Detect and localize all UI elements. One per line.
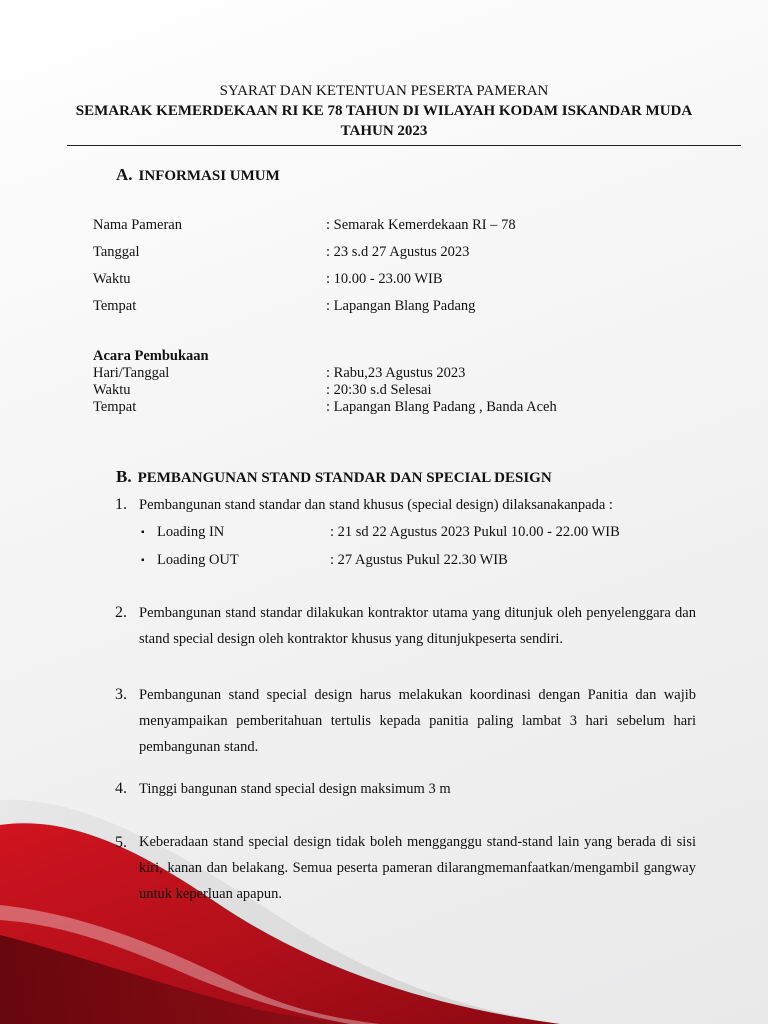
item-5-number: 5. — [115, 834, 127, 851]
info-label-waktu: Waktu — [93, 271, 131, 287]
info-label-tanggal: Tanggal — [93, 244, 140, 260]
opening-value-waktu: : 20:30 s.d Selesai — [326, 382, 432, 398]
opening-value-tempat: : Lapangan Blang Padang , Banda Aceh — [326, 399, 557, 415]
bullet-marker: ▪ — [141, 527, 145, 538]
opening-label-tempat: Tempat — [93, 399, 137, 415]
doc-title-line3: TAHUN 2023 — [340, 123, 428, 139]
info-value-tempat: : Lapangan Blang Padang — [326, 298, 476, 314]
opening-title: Acara Pembukaan — [93, 348, 209, 364]
info-label-nama: Nama Pameran — [93, 217, 182, 233]
loading-in-label: Loading IN — [157, 524, 225, 540]
section-b-title: PEMBANGUNAN STAND STANDAR DAN SPECIAL DESIGN — [137, 470, 552, 486]
loading-in-value: : 21 sd 22 Agustus 2023 Pukul 10.00 - 22.00 WIB — [330, 524, 620, 540]
opening-value-hari: : Rabu,23 Agustus 2023 — [326, 365, 466, 381]
info-value-nama: : Semarak Kemerdekaan RI – 78 — [326, 217, 516, 233]
item-1-number: 1. — [115, 496, 127, 513]
loading-out-label: Loading OUT — [157, 552, 239, 568]
item-1-text: Pembangunan stand standar dan stand khusus (special design) dilaksanakanpada : — [139, 497, 613, 513]
section-b-letter: B. — [116, 467, 132, 486]
opening-label-hari: Hari/Tanggal — [93, 365, 170, 381]
item-2-text: Pembangunan stand standar dilakukan kontraktor utama yang ditunjuk oleh penyelenggara dan stand special design oleh kontraktor khusus yang ditunjukpeserta sendiri. — [139, 605, 696, 647]
item-4-text: Tinggi bangunan stand special design maksimum 3 m — [139, 781, 451, 797]
item-2-number: 2. — [115, 604, 127, 621]
section-a-title: INFORMASI UMUM — [138, 168, 280, 184]
section-a-heading — [116, 165, 280, 185]
info-label-tempat: Tempat — [93, 298, 137, 314]
item-3-text: Pembangunan stand special design harus melakukan koordinasi dengan Panitia dan wajib menyampaikan pemberitahuan tertulis kepada panitia paling lambat 3 hari sebelum hari pembangunan stand. — [139, 687, 696, 755]
bullet-marker: ▪ — [141, 555, 145, 566]
loading-out-value: : 27 Agustus Pukul 22.30 WIB — [330, 552, 508, 568]
info-value-tanggal: : 23 s.d 27 Agustus 2023 — [326, 244, 470, 260]
item-4-number: 4. — [115, 780, 127, 797]
item-3-number: 3. — [115, 686, 127, 703]
opening-label-waktu: Waktu — [93, 382, 131, 398]
doc-title-line2: SEMARAK KEMERDEKAAN RI KE 78 TAHUN DI WILAYAH KODAM ISKANDAR MUDA — [75, 103, 693, 119]
info-value-waktu: : 10.00 - 23.00 WIB — [326, 271, 443, 287]
section-b-heading — [116, 467, 552, 487]
header-divider — [67, 145, 741, 146]
item-5-text: Keberadaan stand special design tidak boleh mengganggu stand-stand lain yang berada di sisi kiri, kanan dan belakang. Semua peserta pameran dilarangmemanfaatkan/mengambil gangway untuk keperluan apapun. — [139, 834, 696, 902]
section-a-letter: A. — [116, 165, 133, 184]
doc-title-line1: SYARAT DAN KETENTUAN PESERTA PAMERAN — [219, 83, 549, 99]
